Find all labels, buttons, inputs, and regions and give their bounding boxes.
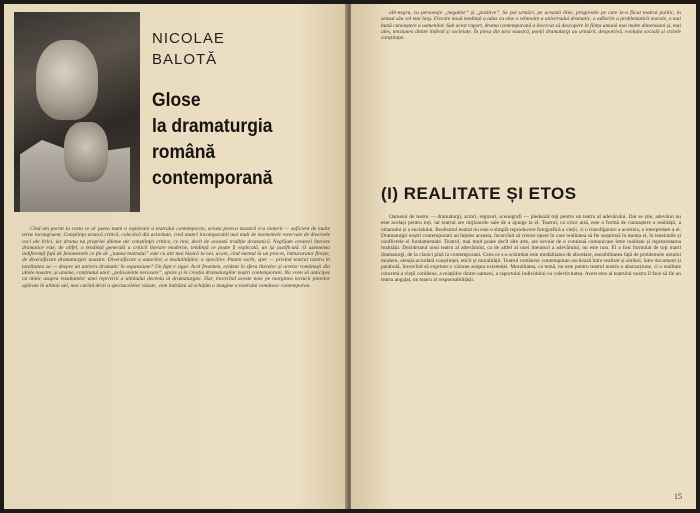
right-top-text <box>381 10 681 168</box>
photo-face <box>36 40 98 120</box>
title-line-3: română <box>152 142 216 163</box>
intro-text <box>22 226 330 502</box>
title-line-4: contemporană <box>152 168 273 189</box>
photo-hand <box>64 122 108 182</box>
author-last-name: BALOTĂ <box>152 51 218 68</box>
author-first-name: NICOLAE <box>152 30 225 47</box>
right-page <box>351 4 696 509</box>
right-top-paragraph: alb-negru, cu personaje „negative” și „pozitive”. Se pot urmări, pe această linie, progresele pe care le-a făcut teatrul politic, în sensul său cel mai larg. Fiecare nouă tendință a adus cu sine o reînnoire a universului dramatic, o adîncire a problematicii morale, o mai bună cunoaștere a oamenilor. Sub acest raport, drama contemporană a încercat să descopere în ființa umană mai multe dimensiuni și, mai ales, tensiunea dintre individ și societate. În piesa din țara noastră, poeții dramaturgi au urmărit, deopotrivă, evoluția socială și crizele conștiinței. <box>381 10 681 42</box>
left-page <box>4 4 347 509</box>
right-body-text <box>381 214 681 484</box>
author-photo <box>14 12 140 212</box>
section-heading: (I) REALITATE ȘI ETOS <box>381 184 577 203</box>
right-body-paragraph: Oamenii de teatru — dramaturgi, actori, regizori, scenografi — pledează toți pentru un teatru al adevărului. Dar se știe, adevărul nu este același pentru toți, iar teatrul are mijloacele sale de a ajunge la el. Teatrul, ca orice artă, este o formă de cunoaștere a realității, a umanului și a socialului. Realismul teatral nu este o simplă reproducere fotografică a vieții, ci o transfigurare a acesteia, o interpretare a ei. Dramaturgii noștri contemporani au înțeles aceasta, încercînd să creeze opere în care realitatea să fie surprinsă în esența ei, în tensiunile și conflictele ei fundamentale. Teatrul, mai mult poate decît alte arte, are nevoie de o continuă comunicare între realitate și reprezentarea realității. Dezideratul unui teatru al adevărului, ca de altfel al unei literaturi a adevărului, nu este nou. El a fost formulat de toți marii dramaturgi, de la clasici pînă la contemporani. Ceea ce s-a schimbat este modalitatea de abordare, sensibilitatea față de problemele omului modern, atenția acordată conștiinței, eticii și moralității. Teatrul românesc contemporan oscilează între realism și simbol, între document și parabolă, încercînd să exprime o viziune asupra existenței. Moralitatea, ca temă, nu este pentru teatrul nostru o abstracțiune, ci o realitate concretă a vieții cotidiene, a relațiilor dintre oameni, a raportului individului cu colectivitatea. Acest etos al teatrului nostru îl face să fie un teatru angajat, un teatru al responsabilității. <box>381 214 681 283</box>
intro-paragraph: Cînd am pornit la cesta ce ar putea numi o explorare a teatrului contemporan, acesta pereca noastră n-a nimerit — suficient de multe terne incongruent. Conștiința aruncă critică, colectivă din activitate, cred atunci incomparabil mai mult de momentele rezervate de diversele voci ale lirici, iar drama nu propriei dileme ale conștiinței critice, ce tine, decît de această tradiție dramatică. Neglijam creatori literare dramatice este, de altfel, o tendință generală a criticii literare moderne, tendință ce poate fi explicată, un își justificată. O asemenea indiferență față de fenomenele ce țin de „lumea teatrului” este cu atit mai bizară la noi, acum, cînd mentul la un proces, îmbucurator firește, de diversificare dramaturgiei noastre. Diversificare a autorilor, a modalităților, a speciilor. Putem vorbi, sper — privind teatrul nostru în totalitatea sa — despre un univers dramatic în expansiune? Un fapt e sigar. Acel fenomen, evident în sfera literelor și artelor românești din ultele noastre, și anume, conținutul unor „polivalente necesare”, apare și în creația dramaturgilor noștri contemporani. Nu vrem să anticipez cu nimic asupra rezultatelor unei reprivirii a ultimului deceniu al dramaturgiei. Dar, încercînd aceste note pe marginea lecturii pieselor apărute în ultimii ani, mai curînd decit a spectacolelor văzute, vom îndrăzni să schițăm o imagine a teatrului românesc contemporan. <box>22 226 330 289</box>
page-number: 15 <box>674 492 682 501</box>
title-line-1: Glose <box>152 90 201 111</box>
title-line-2: la dramaturgia <box>152 116 273 137</box>
